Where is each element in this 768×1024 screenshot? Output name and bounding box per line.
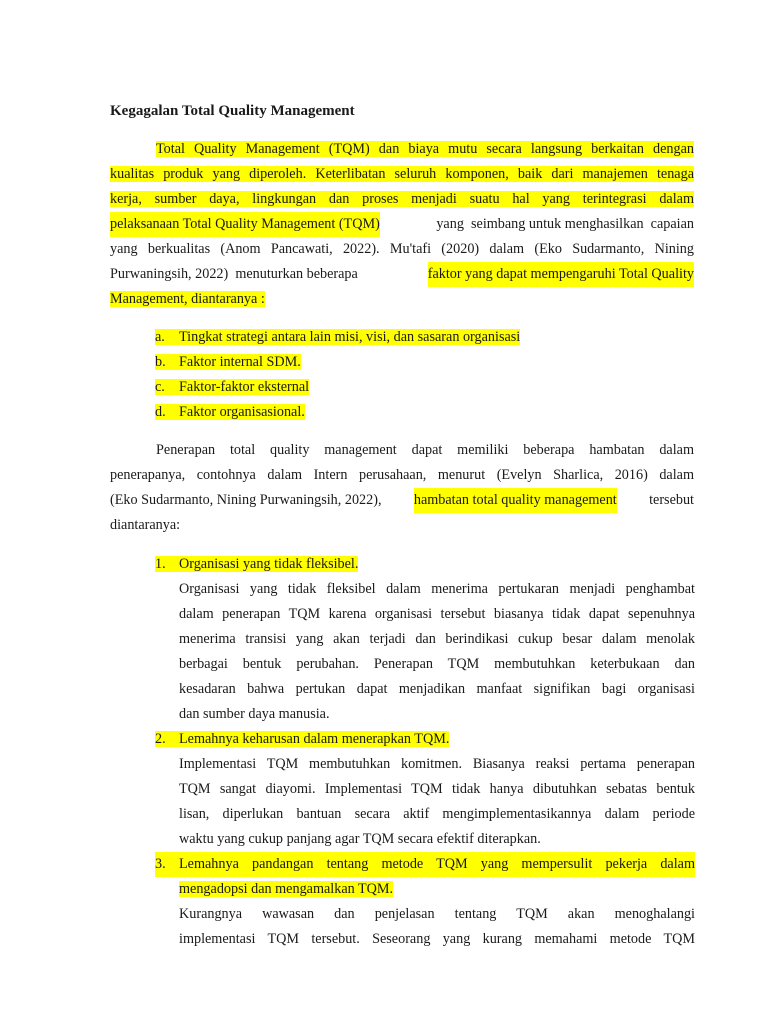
list-item-text: Faktor organisasional. <box>179 404 305 420</box>
highlighted-text <box>155 556 358 572</box>
text-line: menerima transisi yang akan terjadi dan berindikasi cukup besar dalam menolak <box>179 631 695 647</box>
highlighted-text <box>155 329 520 345</box>
highlighted-text: mengadopsi dan mengamalkan TQM. <box>179 881 394 897</box>
text-line: penerapanya, contohnya dalam Intern perusahaan, menurut (Evelyn Sharlica, 2016) dalam <box>110 467 694 483</box>
text-line: kesadaran bahwa pertukan dapat menjadikan manfaat signifikan bagi organisasi <box>179 681 695 697</box>
text-line <box>110 187 694 212</box>
text-line: Kurangnya wawasan dan penjelasan tentang TQM akan menoghalangi <box>179 906 695 922</box>
highlighted-text <box>155 379 309 395</box>
text-line <box>110 137 694 162</box>
text-line <box>110 287 694 312</box>
text-line: Implementasi TQM membutuhkan komitmen. Biasanya reaksi pertama penerapan <box>179 756 695 772</box>
text-line: Organisasi yang tidak fleksibel dalam menerima pertukaran menjadi penghambat <box>179 581 695 597</box>
list-item-body <box>155 752 695 852</box>
list-marker: 3. <box>155 856 166 872</box>
text-line: TQM sangat diayomi. Implementasi TQM tidak hanya dibutuhkan sebatas bentuk <box>179 781 695 797</box>
text-line: yang berkualitas (Anom Pancawati, 2022). Mu'tafi (2020) dalam (Eko Sudarmanto, Nining <box>110 241 694 257</box>
text-line: dalam penerapan TQM karena organisasi tersebut biasanya tidak dapat sepenuhnya <box>179 606 695 622</box>
text-line: berbagai bentuk perubahan. Penerapan TQM membutuhkan keterbukaan dan <box>179 656 695 672</box>
highlighted-text: Total Quality Management (TQM) dan biaya mutu secara langsung berkaitan dengan <box>156 141 694 157</box>
text-line <box>110 262 694 287</box>
list-item-text: Faktor-faktor eksternal <box>179 379 310 395</box>
text-line <box>110 162 694 187</box>
list-item-heading <box>155 727 695 752</box>
paragraph-intro <box>110 137 694 312</box>
text-line: Penerapan total quality management dapat memiliki beberapa hambatan dalam <box>156 442 694 458</box>
text-line <box>110 488 694 513</box>
plain-text: Purwaningsih, 2022) menuturkan beberapa <box>110 266 362 282</box>
list-item-text: Faktor internal SDM. <box>179 354 301 370</box>
list-item-heading <box>155 852 695 877</box>
highlighted-text <box>155 404 305 420</box>
list-item-heading-text: Lemahnya keharusan dalam menerapkan TQM. <box>179 731 450 747</box>
text-line: diantaranya: <box>110 517 181 533</box>
list-item-heading-text: Lemahnya pandangan tentang metode TQM yang mempersulit pekerja dalam <box>179 856 695 872</box>
text-line: dan sumber daya manusia. <box>179 706 330 722</box>
text-line <box>179 877 695 902</box>
factor-list <box>155 325 695 425</box>
list-item-body <box>155 877 695 952</box>
highlighted-text: pelaksanaan Total Quality Management (TQM) <box>110 212 380 237</box>
list-marker: a. <box>155 329 165 345</box>
list-item <box>155 325 695 350</box>
highlighted-text: hambatan total quality management <box>414 488 617 513</box>
plain-text: tersebut <box>645 492 694 508</box>
list-marker: 2. <box>155 731 166 747</box>
list-item-text: Tingkat strategi antara lain misi, visi, dan sasaran organisasi <box>179 329 521 345</box>
list-item <box>155 350 695 375</box>
list-item <box>155 375 695 400</box>
highlighted-text: faktor yang dapat mempengaruhi Total Quality <box>428 262 694 287</box>
list-marker: d. <box>155 404 166 420</box>
list-item-heading-text: Organisasi yang tidak fleksibel. <box>179 556 359 572</box>
list-item <box>155 727 695 852</box>
text-line: implementasi TQM tersebut. Seseorang yang kurang memahami metode TQM <box>179 931 695 947</box>
highlighted-text: kualitas produk yang diperoleh. Keterlibatan seluruh komponen, baik dari manajemen tenaga <box>110 166 694 182</box>
highlighted-text <box>155 731 449 747</box>
text-line: waktu yang cukup panjang agar TQM secara efektif diterapkan. <box>179 831 541 847</box>
list-item <box>155 400 695 425</box>
list-marker: b. <box>155 354 166 370</box>
plain-text: (Eko Sudarmanto, Nining Purwaningsih, 2022), <box>110 492 386 508</box>
highlighted-text: Management, diantaranya : <box>110 291 265 307</box>
text-line <box>110 212 694 237</box>
list-marker: c. <box>155 379 165 395</box>
list-item-heading <box>155 552 695 577</box>
text-line: lisan, diperlukan bantuan secara aktif mengimplementasikannya dalam periode <box>179 806 695 822</box>
highlighted-text <box>155 852 695 877</box>
list-item <box>155 552 695 727</box>
document-title: Kegagalan Total Quality Management <box>110 103 355 119</box>
paragraph-obstacles <box>110 438 694 538</box>
list-marker: 1. <box>155 556 166 572</box>
obstacle-list <box>155 552 695 952</box>
plain-text: yang seimbang untuk menghasilkan capaian <box>432 216 694 232</box>
list-item <box>155 852 695 952</box>
highlighted-text: kerja, sumber daya, lingkungan dan proses menjadi suatu hal yang terintegrasi dalam <box>110 191 694 207</box>
highlighted-text <box>155 354 301 370</box>
list-item-body <box>155 577 695 727</box>
